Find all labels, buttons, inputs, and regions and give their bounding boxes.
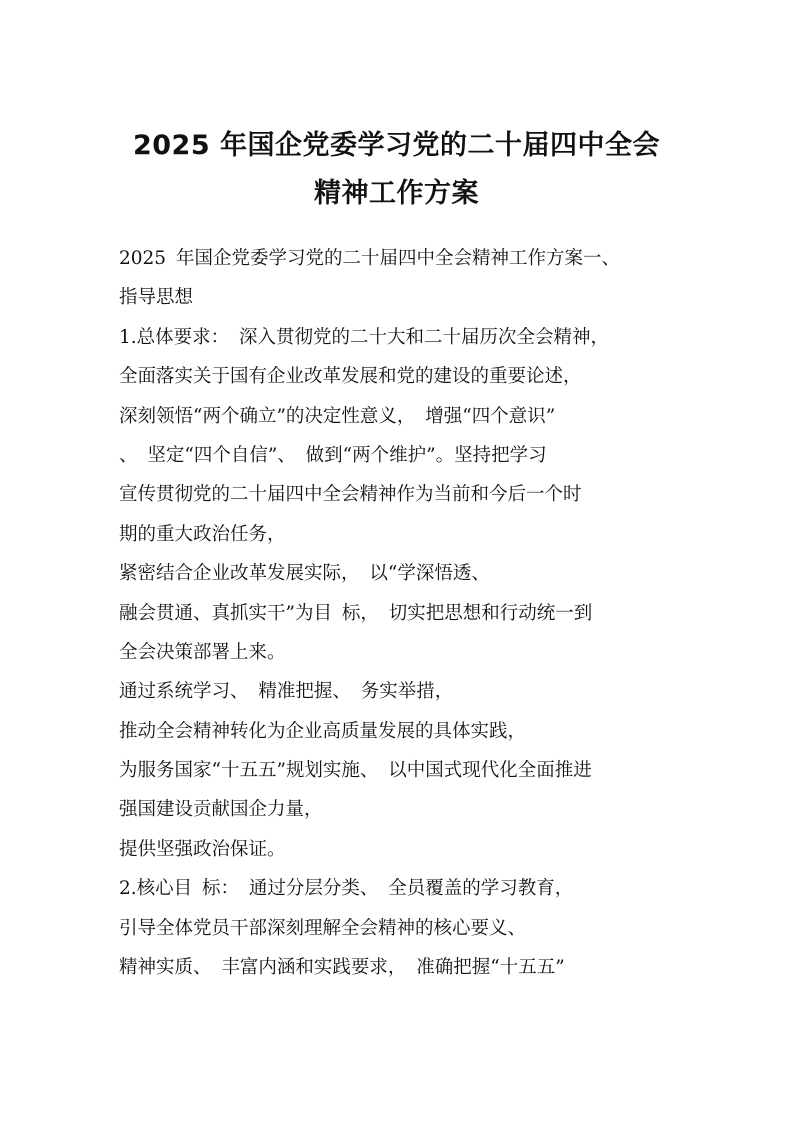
document-title-line-2: 精神工作方案	[314, 178, 479, 209]
document-body	[119, 239, 689, 987]
body-line: 期的重大政治任务，	[119, 523, 286, 545]
body-line: 1.总体要求： 深入贯彻党的二十大和二十届历次全会精神，	[119, 326, 610, 348]
body-line: 全会决策部署上来。	[119, 641, 286, 663]
body-line: 全面落实关于国有企业改革发展和党的建设的重要论述，	[119, 366, 582, 388]
body-line: 提供坚强政治保证。	[119, 838, 286, 860]
body-line: 宣传贯彻党的二十届四中全会精神作为当前和今后一个时	[119, 484, 582, 506]
body-line: 指导思想	[119, 287, 194, 309]
body-line: 融会贯通、真抓实干”为目 标， 切实把思想和行动统一到	[119, 602, 593, 624]
body-line: 2.核心目 标： 通过分层分类、 全员覆盖的学习教育，	[119, 878, 574, 900]
body-line: 、 坚定“四个自信”、 做到“两个维护”。坚持把学习	[119, 444, 547, 466]
document-title-line-1: 2025 年国企党委学习党的二十届四中全会	[132, 130, 661, 161]
body-line: 深刻领悟“两个确立”的决定性意义， 增强“四个意识”	[119, 405, 556, 427]
body-line: 引导全体党员干部深刻理解全会精神的核心要义、	[119, 917, 527, 939]
body-line: 紧密结合企业改革发展实际， 以“学深悟透、	[119, 563, 490, 585]
body-line: 推动全会精神转化为企业高质量发展的具体实践，	[119, 720, 527, 742]
body-line: 为服务国家“十五五”规划实施、 以中国式现代化全面推进	[119, 760, 592, 782]
body-line: 强国建设贡献国企力量，	[119, 799, 323, 821]
body-line: 2025 年国企党委学习党的二十届四中全会精神工作方案一、	[119, 248, 620, 269]
body-line: 精神实质、 丰富内涵和实践要求， 准确把握“十五五”	[119, 957, 565, 979]
body-line: 通过系统学习、 精准把握、 务实举措，	[119, 681, 454, 703]
